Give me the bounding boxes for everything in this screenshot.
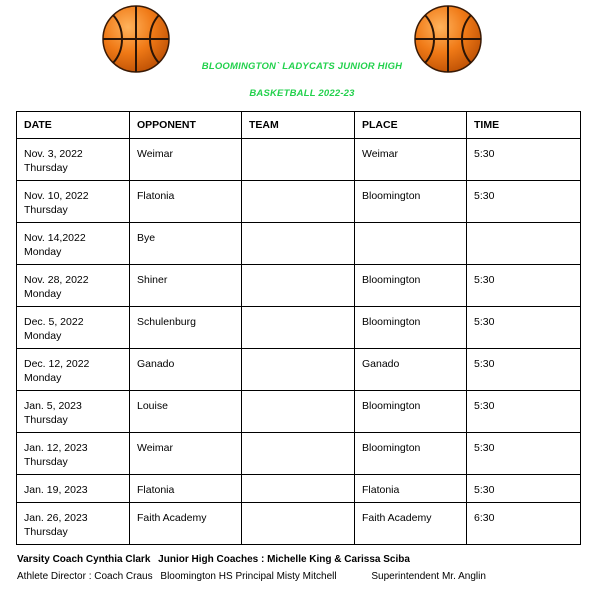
cell-place-text: Bloomington	[362, 316, 421, 328]
athletic-director: Athlete Director : Coach Craus	[17, 571, 153, 582]
cell-place-text: Ganado	[362, 358, 400, 370]
cell-date-text: Jan. 5, 2023	[24, 400, 82, 412]
cell-opponent	[130, 223, 242, 265]
table-row	[17, 307, 581, 349]
table-row	[17, 265, 581, 307]
table-row	[17, 139, 581, 181]
cell-opponent	[130, 265, 242, 307]
cell-time-text: 5:30	[474, 442, 495, 454]
column-header-date: DATE	[17, 112, 130, 139]
cell-team	[242, 139, 355, 181]
cell-date-text: Thursday	[24, 162, 68, 174]
cell-date-text: Monday	[24, 246, 62, 258]
cell-date-text: Dec. 5, 2022	[24, 316, 84, 328]
cell-date	[17, 475, 130, 503]
table-row	[17, 223, 581, 265]
cell-place	[355, 181, 467, 223]
cell-time	[467, 475, 581, 503]
cell-team	[242, 265, 355, 307]
cell-team	[242, 391, 355, 433]
cell-time	[467, 139, 581, 181]
cell-opponent-text: Weimar	[137, 442, 173, 454]
cell-team	[242, 503, 355, 545]
cell-date-text: Jan. 26, 2023	[24, 512, 88, 524]
cell-opponent-text: Louise	[137, 400, 168, 412]
cell-place	[355, 349, 467, 391]
cell-date-text: Nov. 14,2022	[24, 232, 86, 244]
cell-place	[355, 433, 467, 475]
cell-date	[17, 391, 130, 433]
cell-team	[242, 433, 355, 475]
cell-time-text: 5:30	[474, 400, 495, 412]
cell-time	[467, 433, 581, 475]
cell-team	[242, 307, 355, 349]
cell-team	[242, 223, 355, 265]
varsity-coach: Varsity Coach Cynthia Clark	[17, 554, 151, 565]
staff-line	[17, 571, 491, 583]
cell-date	[17, 139, 130, 181]
cell-date-text: Nov. 28, 2022	[24, 274, 89, 286]
cell-opponent	[130, 433, 242, 475]
cell-time-text: 5:30	[474, 358, 495, 370]
cell-date-text: Thursday	[24, 204, 68, 216]
cell-time-text: 5:30	[474, 484, 495, 496]
table-header-row	[17, 112, 581, 139]
cell-date	[17, 265, 130, 307]
column-header-place: PLACE	[355, 112, 467, 139]
superintendent: Superintendent Mr. Anglin	[371, 571, 486, 582]
cell-time	[467, 503, 581, 545]
cell-opponent-text: Weimar	[137, 148, 173, 160]
cell-place-text: Bloomington	[362, 442, 421, 454]
junior-high-coaches: Junior High Coaches : Michelle King & Carissa Sciba	[158, 554, 410, 565]
cell-time-text: 5:30	[474, 274, 495, 286]
cell-opponent-text: Faith Academy	[137, 512, 207, 524]
cell-date	[17, 223, 130, 265]
cell-place	[355, 503, 467, 545]
cell-time-text: 5:30	[474, 190, 495, 202]
cell-place-text: Weimar	[362, 148, 398, 160]
cell-date-text: Monday	[24, 330, 62, 342]
cell-opponent	[130, 307, 242, 349]
cell-time	[467, 181, 581, 223]
cell-opponent-text: Flatonia	[137, 484, 175, 496]
cell-time	[467, 391, 581, 433]
cell-place-text: Bloomington	[362, 190, 421, 202]
cell-place-text: Bloomington	[362, 400, 421, 412]
cell-team	[242, 181, 355, 223]
cell-opponent	[130, 391, 242, 433]
cell-date-text: Nov. 10, 2022	[24, 190, 89, 202]
cell-date-text: Jan. 12, 2023	[24, 442, 88, 454]
cell-date	[17, 181, 130, 223]
cell-date-text: Monday	[24, 288, 62, 300]
principal: Bloomington HS Principal Misty Mitchell	[160, 571, 337, 582]
table-row	[17, 349, 581, 391]
cell-opponent	[130, 349, 242, 391]
cell-place	[355, 475, 467, 503]
cell-place-text: Flatonia	[362, 484, 400, 496]
cell-place	[355, 391, 467, 433]
table-row	[17, 503, 581, 545]
cell-opponent-text: Bye	[137, 232, 156, 244]
cell-opponent-text: Flatonia	[137, 190, 175, 202]
table-row	[17, 475, 581, 503]
cell-opponent-text: Schulenburg	[137, 316, 196, 328]
page-subtitle: BASKETBALL 2022-23	[249, 88, 355, 99]
cell-date	[17, 349, 130, 391]
column-header-team: TEAM	[242, 112, 355, 139]
cell-date	[17, 503, 130, 545]
cell-date-text: Dec. 12, 2022	[24, 358, 90, 370]
cell-place	[355, 139, 467, 181]
cell-opponent	[130, 503, 242, 545]
cell-time	[467, 349, 581, 391]
cell-time	[467, 307, 581, 349]
cell-date-text: Jan. 19, 2023	[24, 484, 88, 496]
schedule-table	[16, 111, 581, 545]
cell-date	[17, 433, 130, 475]
cell-place	[355, 307, 467, 349]
cell-date-text: Nov. 3, 2022	[24, 148, 83, 160]
cell-opponent-text: Shiner	[137, 274, 168, 286]
cell-time-text: 6:30	[474, 512, 495, 524]
cell-date-text: Thursday	[24, 456, 68, 468]
cell-time-text: 5:30	[474, 148, 495, 160]
cell-team	[242, 475, 355, 503]
cell-opponent-text: Ganado	[137, 358, 175, 370]
coaches-line	[17, 554, 415, 566]
cell-place	[355, 265, 467, 307]
cell-date-text: Monday	[24, 372, 62, 384]
table-row	[17, 181, 581, 223]
cell-time-text: 5:30	[474, 316, 495, 328]
page-title: BLOOMINGTON` LADYCATS JUNIOR HIGH	[201, 61, 403, 72]
column-header-time: TIME	[467, 112, 581, 139]
table-row	[17, 433, 581, 475]
cell-date-text: Thursday	[24, 414, 68, 426]
cell-time	[467, 265, 581, 307]
cell-date	[17, 307, 130, 349]
column-header-opponent: OPPONENT	[130, 112, 242, 139]
table-row	[17, 391, 581, 433]
cell-team	[242, 349, 355, 391]
cell-time	[467, 223, 581, 265]
cell-opponent	[130, 475, 242, 503]
cell-opponent	[130, 181, 242, 223]
cell-place-text: Bloomington	[362, 274, 421, 286]
cell-place-text: Faith Academy	[362, 512, 432, 524]
cell-date-text: Thursday	[24, 526, 68, 538]
cell-place	[355, 223, 467, 265]
cell-opponent	[130, 139, 242, 181]
